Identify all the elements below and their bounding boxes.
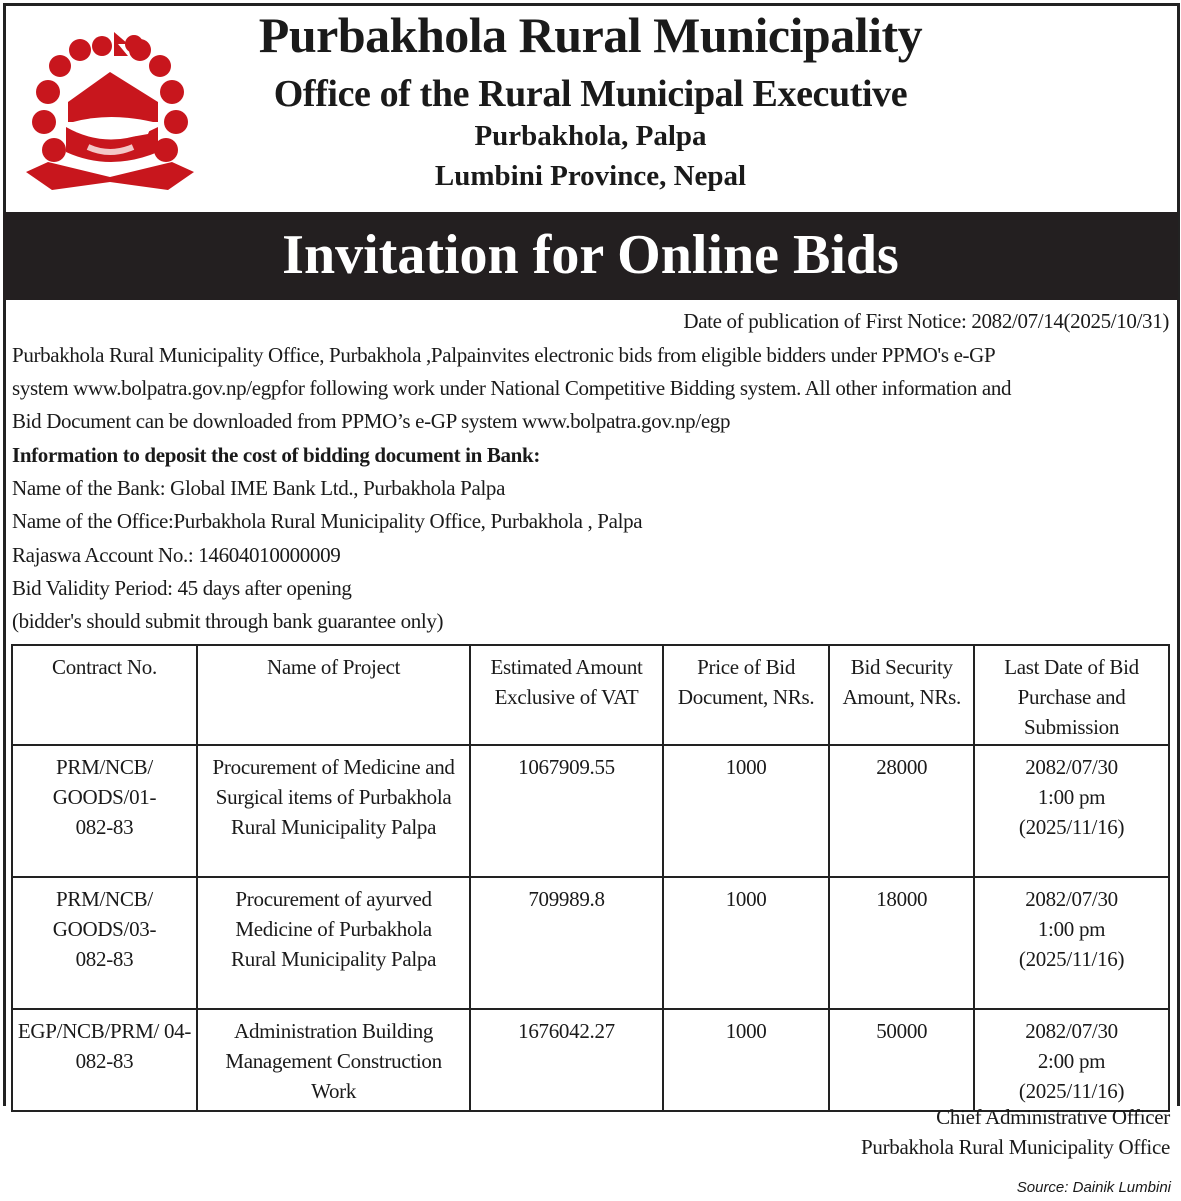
estimated-amount: 709989.8	[470, 877, 663, 1009]
contract-no: PRM/NCB/ GOODS/01- 082-83	[12, 745, 197, 877]
bank-line: (bidder's should submit through bank guarantee only)	[12, 609, 444, 633]
province: Lumbini Province, Nepal	[434, 160, 747, 192]
notice-banner: Invitation for Online Bids	[3, 212, 1178, 300]
header-cell: Price of Bid Document, NRs.	[663, 645, 830, 745]
estimated-amount: 1676042.27	[470, 1009, 663, 1111]
bank-line: Name of the Office:Purbakhola Rural Municipality Office, Purbakhola , Palpa	[12, 509, 643, 533]
table-header-row	[12, 645, 1169, 745]
project-name: Procurement of Medicine and Surgical items of Purbakhola Rural Municipality Palpa	[197, 745, 470, 877]
municipality-title: Purbakhola Rural Municipality	[258, 7, 923, 63]
bank-line: Bid Validity Period: 45 days after opening	[12, 576, 352, 600]
signatory-title: Chief Administrative Officer	[936, 1105, 1170, 1129]
project-name: Administration Building Management Construction Work	[197, 1009, 470, 1111]
intro-line: system www.bolpatra.gov.np/egpfor following work under National Competitive Bidding system. All other information and	[12, 376, 1012, 400]
header-cell: Estimated Amount Exclusive of VAT	[470, 645, 663, 745]
header-cell: Last Date of Bid Purchase and Submission	[974, 645, 1169, 745]
bank-heading: Information to deposit the cost of bidding document in Bank:	[12, 443, 540, 467]
header-cell: Contract No.	[12, 645, 197, 745]
office-title: Office of the Rural Municipal Executive	[273, 73, 908, 115]
location: Purbakhola, Palpa	[474, 120, 707, 152]
table-row	[12, 877, 1169, 1009]
bids-table	[11, 644, 1170, 1112]
intro-line: Bid Document can be downloaded from PPMO’s e-GP system www.bolpatra.gov.np/egp	[12, 409, 731, 433]
signatory-office: Purbakhola Rural Municipality Office	[861, 1135, 1170, 1159]
bid-security: 50000	[829, 1009, 974, 1111]
bid-doc-price: 1000	[663, 877, 830, 1009]
bid-security: 28000	[829, 745, 974, 877]
source-credit: Source: Dainik Lumbini	[1016, 1179, 1171, 1196]
bid-doc-price: 1000	[663, 745, 830, 877]
last-date: 2082/07/30 1:00 pm (2025/11/16)	[974, 877, 1169, 1009]
last-date: 2082/07/30 1:00 pm (2025/11/16)	[974, 745, 1169, 877]
contract-no: EGP/NCB/PRM/ 04-082-83	[12, 1009, 197, 1111]
project-name: Procurement of ayurved Medicine of Purbakhola Rural Municipality Palpa	[197, 877, 470, 1009]
contract-no: PRM/NCB/ GOODS/03- 082-83	[12, 877, 197, 1009]
intro-line: Purbakhola Rural Municipality Office, Purbakhola ,Palpainvites electronic bids from eligible bidders under PPMO's e-GP	[12, 343, 996, 367]
bank-line: Rajaswa Account No.: 14604010000009	[12, 543, 341, 567]
publication-date: Date of publication of First Notice: 2082/07/14(2025/10/31)	[683, 309, 1169, 333]
header-cell: Bid Security Amount, NRs.	[829, 645, 974, 745]
bid-security: 18000	[829, 877, 974, 1009]
header-cell: Name of Project	[197, 645, 470, 745]
table-row	[12, 1009, 1169, 1111]
bank-line: Name of the Bank: Global IME Bank Ltd., Purbakhola Palpa	[12, 476, 506, 500]
estimated-amount: 1067909.55	[470, 745, 663, 877]
table-row	[12, 745, 1169, 877]
last-date: 2082/07/30 2:00 pm (2025/11/16)	[974, 1009, 1169, 1111]
bid-doc-price: 1000	[663, 1009, 830, 1111]
